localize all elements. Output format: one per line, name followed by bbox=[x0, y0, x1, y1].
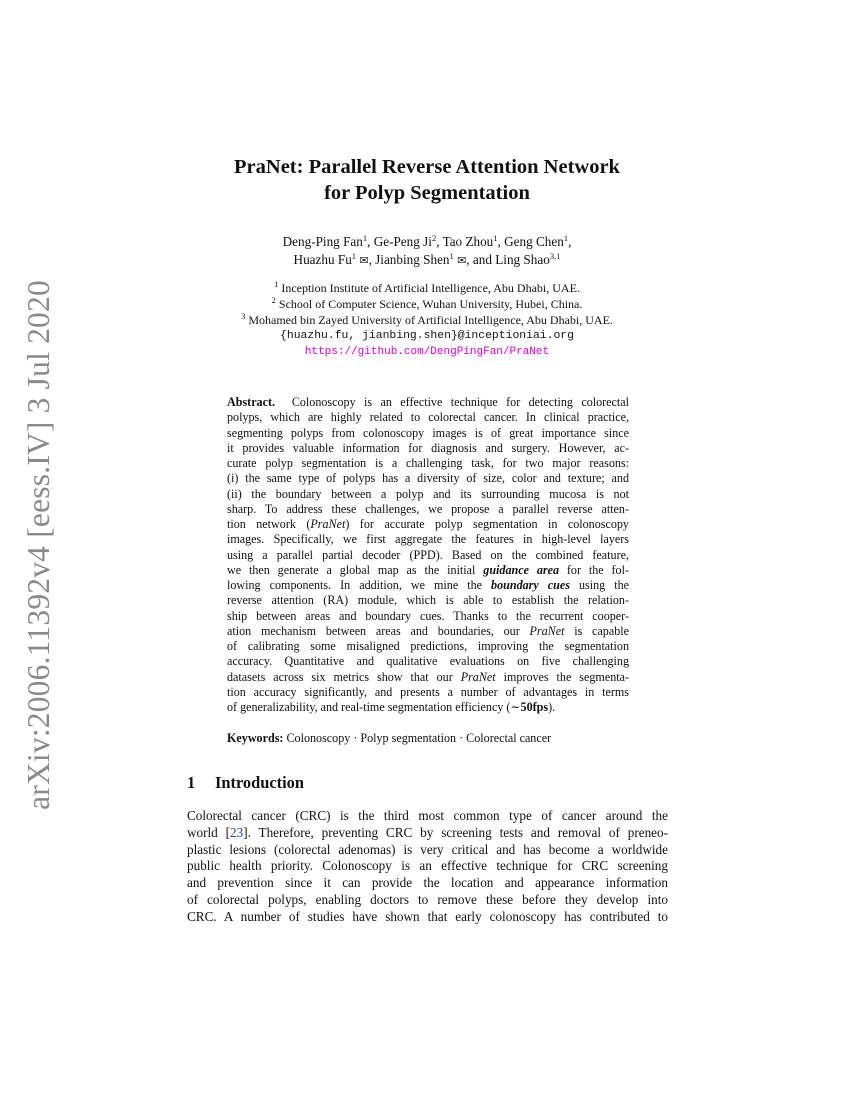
author: Ge-Peng Ji bbox=[373, 234, 432, 249]
paper-title bbox=[187, 154, 667, 206]
keywords-text: Colonoscopy · Polyp segmentation · Colorectal cancer bbox=[286, 731, 552, 745]
arxiv-stamp bbox=[14, 280, 64, 810]
abstract: Abstract. Colonoscopy is an effective technique for detecting colorectal polyps, which are highly related to colorectal cancer. In clinical practice, segmenting polyps from colonoscopy images is of great importance since it provides valuable information for diagnosis and surgery. However, ac- curate polyp segmentation is a challenging task, for two major reasons: (i) the same type of polyps has a diversity of size, color and texture; and (ii) the boundary between a polyp and its surrounding mucosa is not sharp. To address these challenges, we propose a parallel reverse atten- tion network (PraNet) for accurate polyp segmentation in colonoscopy images. Specifically, we first aggregate the features in high-level layers using a parallel partial decoder (PPD). Based on the combined feature, we then generate a global map as the initial guidance area for the fol- lowing components. In addition, we mine the boundary cues using the reverse attention (RA) module, which is able to establish the relation- ship between areas and boundary cues. Thanks to the recurrent cooper- ation mechanism between areas and boundaries, our PraNet is capable of calibrating some misaligned predictions, improving the segmentation accuracy. Quantitative and qualitative evaluations on five challenging datasets across six metrics show that our PraNet improves the segmenta- tion accuracy significantly, and presents a number of advantages in terms of generalizability, and real-time segmentation efficiency (∼50fps). bbox=[227, 395, 630, 714]
affiliation: $^1$ Inception Institute of Artificial Intelligence, Abu Dhabi, UAE. bbox=[274, 279, 580, 295]
affiliation: $^3$ Mohamed bin Zayed University of Artificial Intelligence, Abu Dhabi, UAE. bbox=[241, 311, 613, 327]
author: Geng Chen bbox=[504, 234, 564, 249]
author-line-1: Deng-Ping Fan$^1$, Ge-Peng Ji$^2$, Tao Zhou$^1$, Geng Chen$^1$, bbox=[282, 233, 572, 249]
citation-link[interactable]: 23 bbox=[230, 824, 244, 840]
section-heading bbox=[187, 773, 304, 793]
keywords-label: Keywords: bbox=[227, 731, 284, 745]
author: Tao Zhou bbox=[442, 234, 494, 249]
author-list bbox=[187, 233, 667, 270]
author: Huazhu Fu bbox=[293, 252, 352, 267]
title-line-1: PraNet: Parallel Reverse Attention Network bbox=[234, 156, 620, 178]
affiliation: $^2$ School of Computer Science, Wuhan University, Hubei, China. bbox=[271, 295, 583, 311]
section-title: Introduction bbox=[215, 773, 304, 792]
github-link[interactable]: https://github.com/DengPingFan/PraNet bbox=[304, 346, 550, 358]
intro-paragraph: Colorectal cancer (CRC) is the third most common type of cancer around the world [23]. Therefore, preventing CRC by screening tests and removal of preneo- plastic lesions (colorectal adenomas) is very critical and has become a worldwide public health priority. Colonoscopy is an effective technique for CRC screening and prevention since it can provide the location and appearance information of colorectal polyps, enabling doctors to remove these before they develop into CRC. A number of studies have shown that early colonoscopy has contributed to bbox=[187, 808, 668, 924]
abstract-label: Abstract. bbox=[227, 395, 276, 409]
affiliations bbox=[187, 280, 667, 360]
section-number: 1 bbox=[187, 773, 196, 792]
author: and Ling Shao bbox=[472, 252, 550, 267]
email: {huazhu.fu, jianbing.shen}@inceptioniai.org bbox=[280, 330, 574, 342]
keywords bbox=[227, 731, 629, 746]
author: Deng-Ping Fan bbox=[282, 234, 363, 249]
envelope-icon: ✉ bbox=[359, 255, 369, 267]
author-line-2: Huazhu Fu$^1$ ✉, Jianbing Shen$^1$ ✉, and Ling Shao$^{3,1}$ bbox=[293, 251, 561, 267]
arxiv-id: arXiv:2006.11392v4 [eess.IV] 3 Jul 2020 bbox=[21, 280, 56, 810]
envelope-icon: ✉ bbox=[457, 255, 467, 267]
title-line-2: for Polyp Segmentation bbox=[324, 182, 530, 204]
author: Jianbing Shen bbox=[375, 252, 450, 267]
